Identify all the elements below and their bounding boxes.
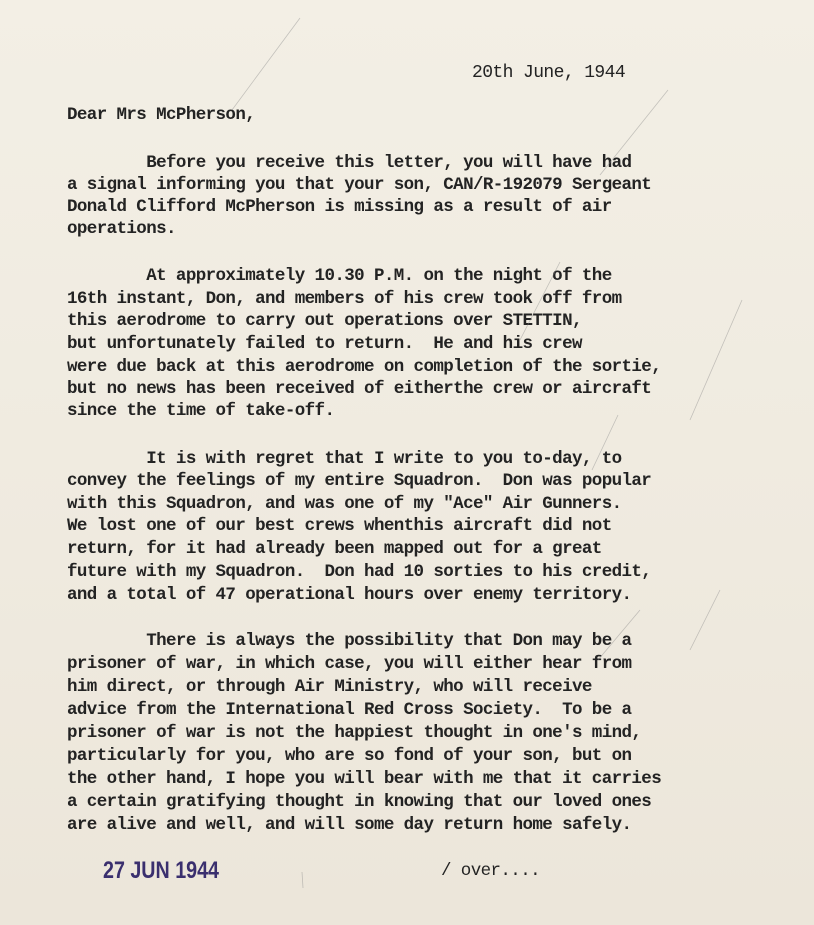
body-line: operations. [67, 219, 176, 239]
body-line: advice from the International Red Cross Society. To be a [67, 700, 632, 720]
body-line: 16th instant, Don, and members of his crew took off from [67, 289, 622, 309]
body-line: There is always the possibility that Don may be a [67, 631, 632, 651]
body-line: a signal informing you that your son, CAN/R-192079 Sergeant [67, 175, 652, 195]
body-line: prisoner of war is not the happiest thought in one's mind, [67, 723, 642, 743]
body-line: return, for it had already been mapped out for a great [67, 539, 602, 559]
body-line: this aerodrome to carry out operations over STETTIN, [67, 311, 582, 331]
body-line: Before you receive this letter, you will have had [67, 153, 632, 173]
body-line: a certain gratifying thought in knowing that our loved ones [67, 792, 652, 812]
body-line: with this Squadron, and was one of my "Ace" Air Gunners. [67, 494, 622, 514]
body-line: the other hand, I hope you will bear with me that it carries [67, 769, 662, 789]
salutation: Dear Mrs McPherson, [67, 105, 256, 125]
body-line: Donald Clifford McPherson is missing as a result of air [67, 197, 612, 217]
body-line: At approximately 10.30 P.M. on the night of the [67, 266, 612, 286]
body-line: future with my Squadron. Don had 10 sorties to his credit, [67, 562, 652, 582]
body-line: We lost one of our best crews whenthis aircraft did not [67, 516, 612, 536]
body-line: were due back at this aerodrome on completion of the sortie, [67, 357, 662, 377]
body-line: him direct, or through Air Ministry, who will receive [67, 677, 592, 697]
body-line: convey the feelings of my entire Squadron. Don was popular [67, 471, 652, 491]
body-line: prisoner of war, in which case, you will either hear from [67, 654, 632, 674]
body-line: but no news has been received of eitherthe crew or aircraft [67, 379, 652, 399]
body-line: and a total of 47 operational hours over enemy territory. [67, 585, 632, 605]
body-line: but unfortunately failed to return. He and his crew [67, 334, 582, 354]
body-line: It is with regret that I write to you to-day, to [67, 449, 622, 469]
body-line: are alive and well, and will some day return home safely. [67, 815, 632, 835]
body-line: since the time of take-off. [67, 401, 335, 421]
letter-date: 20th June, 1944 [472, 63, 626, 83]
page-turn-note: / over.... [441, 861, 541, 881]
date-received-stamp: 27 JUN 1944 [103, 857, 219, 884]
body-line: particularly for you, who are so fond of your son, but on [67, 746, 632, 766]
